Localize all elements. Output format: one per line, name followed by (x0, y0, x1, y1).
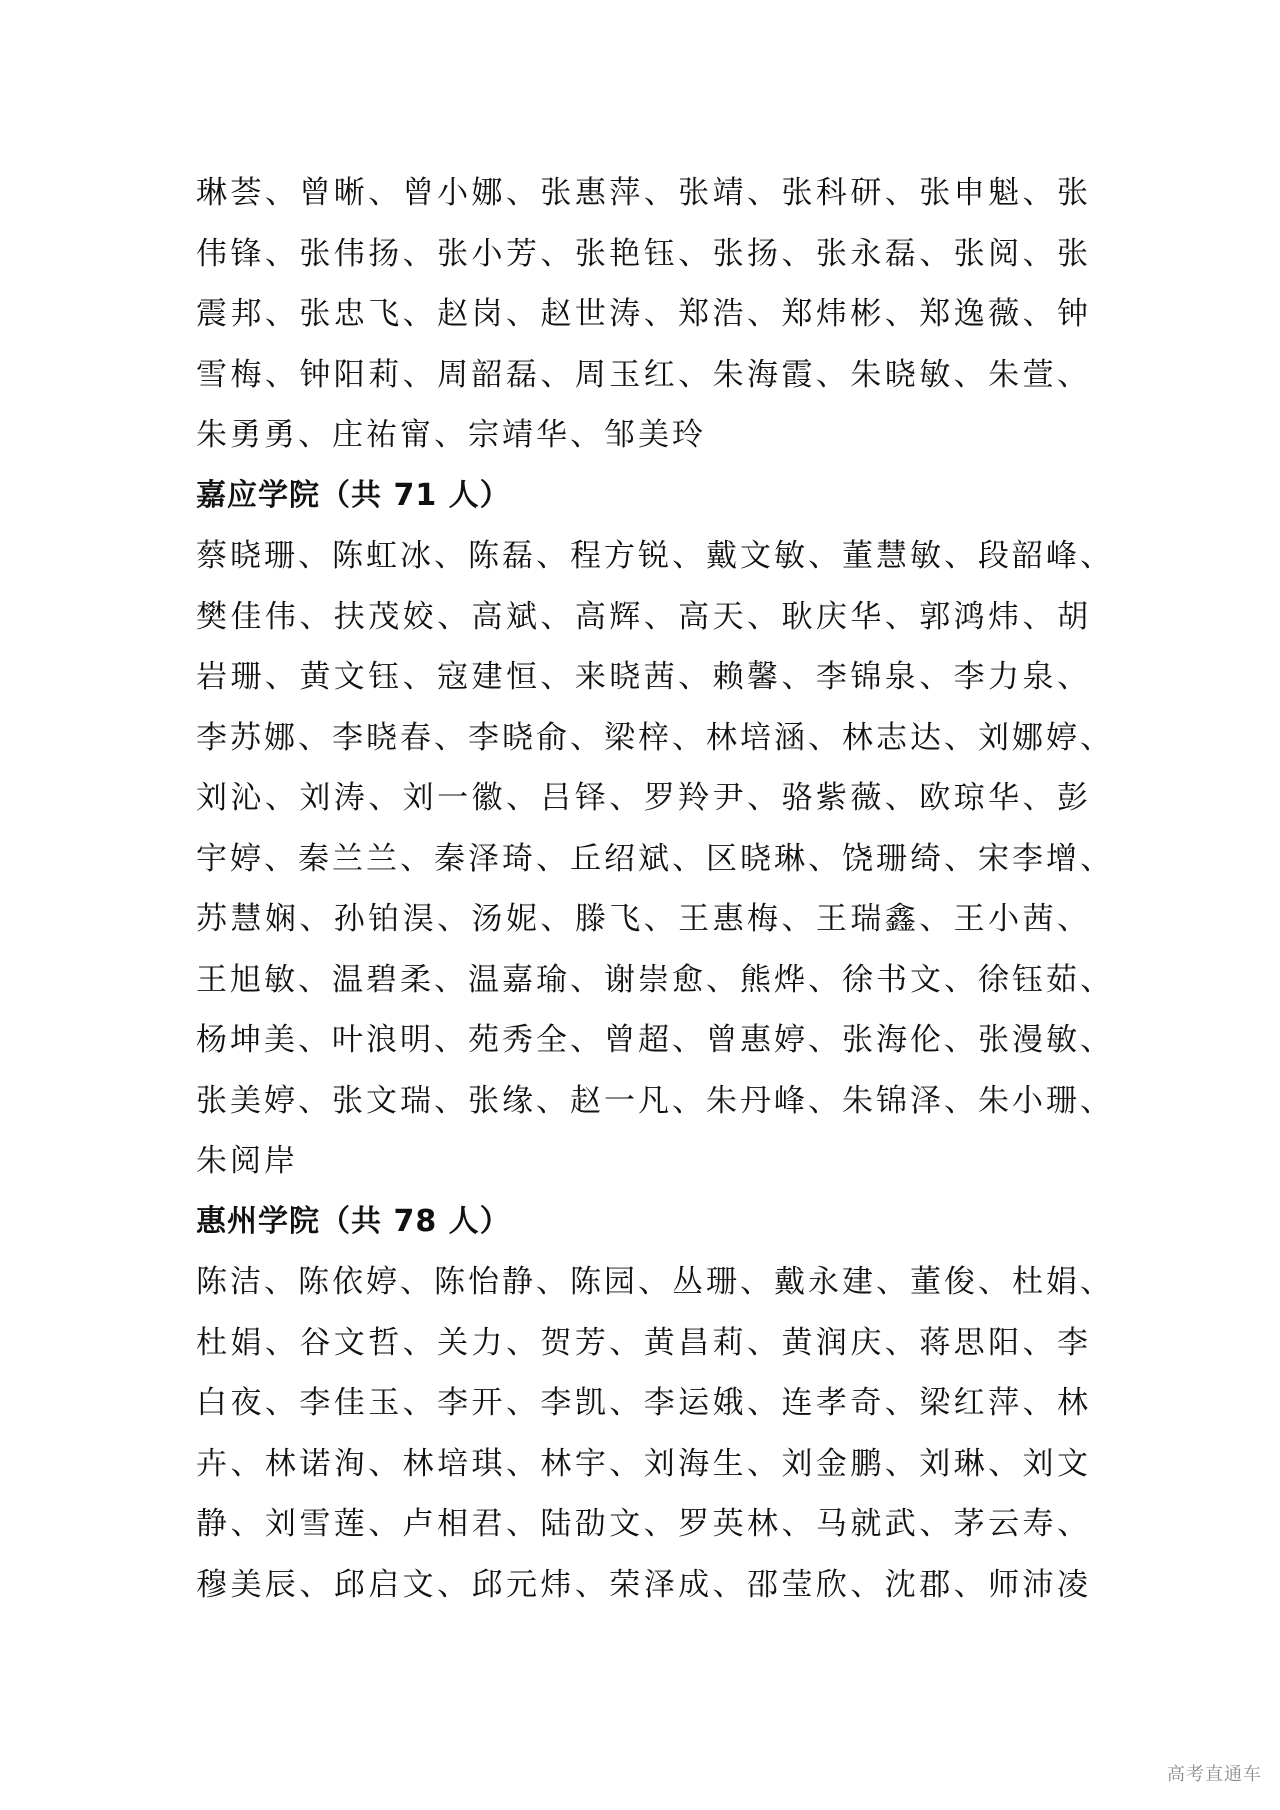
section-heading: 惠州学院（共 78 人） (196, 1203, 511, 1239)
text-line: 朱勇勇、庄祐甯、宗靖华、邹美玲 (196, 417, 706, 453)
text-line: 伟锋、张伟扬、张小芳、张艳钰、张扬、张永磊、张阅、张 (196, 235, 1091, 272)
text-line: 穆美辰、邱启文、邱元炜、荣泽成、邵莹欣、沈郡、师沛凌 (196, 1566, 1091, 1603)
text-line: 雪梅、钟阳莉、周韶磊、周玉红、朱海霞、朱晓敏、朱萱、 (196, 356, 1091, 393)
text-line: 张美婷、张文瑞、张缘、赵一凡、朱丹峰、朱锦泽、朱小珊、 (196, 1082, 1114, 1119)
text-line: 陈洁、陈依婷、陈怡静、陈园、丛珊、戴永建、董俊、杜娟、 (196, 1264, 1114, 1300)
text-line: 朱阅岸 (196, 1143, 298, 1179)
document-page (196, 163, 1114, 1615)
section-jiaying-university (196, 466, 1114, 1192)
text-line: 杜娟、谷文哲、关力、贺芳、黄昌莉、黄润庆、蒋思阳、李 (196, 1324, 1091, 1361)
text-line: 李苏娜、李晓春、李晓俞、梁梓、林培涵、林志达、刘娜婷、 (196, 719, 1114, 756)
text-line: 白夜、李佳玉、李开、李凯、李运娥、连孝奇、梁红萍、林 (196, 1385, 1091, 1421)
text-line: 蔡晓珊、陈虹冰、陈磊、程方锐、戴文敏、董慧敏、段韶峰、 (196, 538, 1114, 574)
text-line: 杨坤美、叶浪明、苑秀全、曾超、曾惠婷、张海伦、张漫敏、 (196, 1022, 1114, 1058)
text-line: 樊佳伟、扶茂姣、高斌、高辉、高天、耿庆华、郭鸿炜、胡 (196, 598, 1091, 635)
text-line: 宇婷、秦兰兰、秦泽琦、丘绍斌、区晓琳、饶珊绮、宋李增、 (196, 840, 1114, 877)
name-list-continued (196, 163, 1096, 466)
text-line: 卉、林诺洵、林培琪、林宇、刘海生、刘金鹏、刘琳、刘文 (196, 1445, 1091, 1482)
text-line: 苏慧娴、孙铂淏、汤妮、滕飞、王惠梅、王瑞鑫、王小茜、 (196, 901, 1091, 937)
text-line: 震邦、张忠飞、赵岗、赵世涛、郑浩、郑炜彬、郑逸薇、钟 (196, 296, 1091, 332)
section-heading: 嘉应学院（共 71 人） (196, 477, 511, 513)
watermark: 高考直通车 (1167, 1764, 1262, 1785)
text-line: 刘沁、刘涛、刘一徽、吕铎、罗羚尹、骆紫薇、欧琼华、彭 (196, 780, 1091, 816)
text-line: 琳荟、曾晰、曾小娜、张惠萍、张靖、张科研、张申魁、张 (196, 175, 1091, 211)
text-line: 岩珊、黄文钰、寇建恒、来晓茜、赖馨、李锦泉、李力泉、 (196, 659, 1091, 695)
text-line: 王旭敏、温碧柔、温嘉瑜、谢崇愈、熊烨、徐书文、徐钰茹、 (196, 961, 1114, 998)
section-huizhou-university (196, 1192, 1114, 1616)
text-line: 静、刘雪莲、卢相君、陆劭文、罗英林、马就武、茅云寿、 (196, 1506, 1091, 1542)
